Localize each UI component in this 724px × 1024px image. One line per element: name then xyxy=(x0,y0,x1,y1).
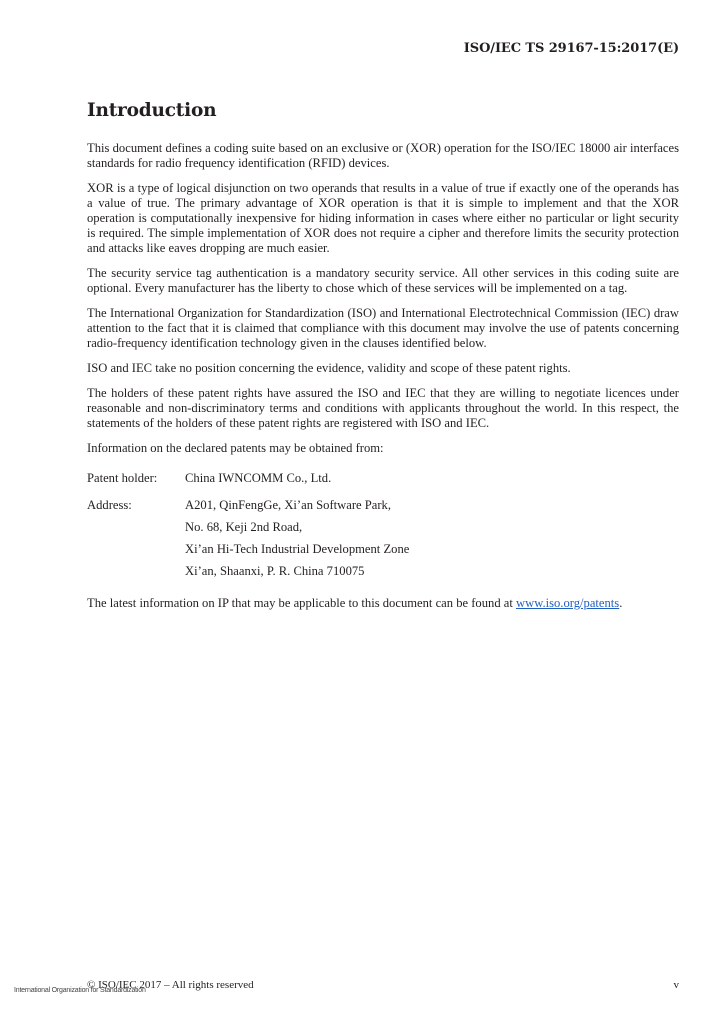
section-title: Introduction xyxy=(87,100,217,121)
address-row xyxy=(87,498,679,586)
latest-info-text: The latest information on IP that may be applicable to this document can be found at xyxy=(87,596,516,610)
address-line: A201, QinFengGe, Xi’an Software Park, xyxy=(185,498,392,512)
paragraph-no-position: ISO and IEC take no position concerning the evidence, validity and scope of these patent rights. xyxy=(87,361,571,375)
document-body xyxy=(87,141,679,621)
paragraph-security-service: The security service tag authentication is a mandatory security service. All other services in this coding suite are optional. Every manufacturer has the liberty to chose which of these services will be implemented on a tag. xyxy=(87,266,679,295)
address-lines xyxy=(185,498,679,586)
patent-holder-row xyxy=(87,471,679,486)
watermark-text: International Organization for Standardization xyxy=(14,987,146,994)
paragraph-latest-info xyxy=(87,596,679,611)
page-number: v xyxy=(673,979,679,991)
address-label: Address: xyxy=(87,498,132,512)
paragraph-patent-notice: The International Organization for Standardization (ISO) and International Electrotechnical Commission (IEC) draw attention to the fact that it is claimed that compliance with this document may involve the use of patents concerning radio-frequency identification technology given in the clauses identified below. xyxy=(87,306,679,350)
address-line: No. 68, Keji 2nd Road, xyxy=(185,520,303,534)
paragraph-xor-definition: XOR is a type of logical disjunction on two operands that results in a value of true if exactly one of the operands has a value of true. The primary advantage of XOR operation is that it is simple to implement and that the XOR operation is computationally inexpensive for hiding information in cases where either no particular or light security is required. The simple implementation of XOR does not require a cipher and therefore limits the security protection and attacks like eaves dropping are much easier. xyxy=(87,181,679,255)
patents-link[interactable]: www.iso.org/patents xyxy=(516,596,620,610)
patent-holder-value: China IWNCOMM Co., Ltd. xyxy=(185,471,332,485)
address-line: Xi’an, Shaanxi, P. R. China 710075 xyxy=(185,564,365,578)
patent-holder-label: Patent holder: xyxy=(87,471,158,485)
paragraph-patent-info-intro: Information on the declared patents may be obtained from: xyxy=(87,441,384,455)
latest-info-end: . xyxy=(619,596,623,610)
paragraph-patent-holders: The holders of these patent rights have assured the ISO and IEC that they are willing to negotiate licences under reasonable and non-discriminatory terms and conditions with applicants throughout the world. In this respect, the statements of the holders of these patent rights are registered with ISO and IEC. xyxy=(87,386,679,430)
address-line: Xi’an Hi-Tech Industrial Development Zone xyxy=(185,542,410,556)
paragraph-scope: This document defines a coding suite based on an exclusive or (XOR) operation for the ISO/IEC 18000 air interfaces standards for radio frequency identification (RFID) devices. xyxy=(87,141,679,170)
document-reference: ISO/IEC TS 29167-15:2017(E) xyxy=(463,41,679,56)
copyright-notice: © ISO/IEC 2017 – All rights reserved xyxy=(87,979,254,991)
